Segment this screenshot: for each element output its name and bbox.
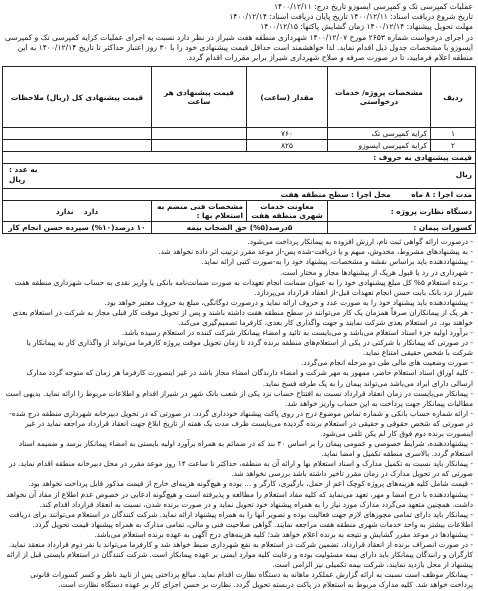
col-total: قیمت پیشنهادی کل (ریال) ملاحظات [3,67,152,128]
col-spec: مشخصات پروژه/ خدمات درخواستی [328,67,431,128]
location-value: سطح منطقه هفت [280,190,349,200]
header-line: مهلت تحویل پیشنهاد: ۱۴۰۰/۱۲/۱۴ زمان گشایش پاکتها: ۱۴۰۰/۱۲/۱۵ [260,22,473,32]
notice-header [2,2,476,63]
duration-value: ۸ [425,190,431,200]
table-header-row [3,67,476,128]
notice-body [2,234,476,590]
rial-short-label: ریال [455,170,472,180]
note-item: - پیمانکار باید دارای تمامی مجوزهای لازم جهت فعالیت بوده و تصویر آنها را به همراه پیشنهاد ارائه نماید. شرکت کنندگان در استعلام می‌توانند برای دریافت اطلاعات بیشتر به واحد خدمات شهری منطقه هفت مراجعه نمایند. گواهی صلاحیت فنی و مالی، تمامی مدارک به همراه پیشنهاد قیمت تحویل گردد. [8,509,473,529]
note-item: - پیشنهاددهنده باید براساس نقشه و مشخصات، پیشنهاد خود را به-صورت کتبی ارائه نماید. [201,257,473,267]
header-line: عملیات کمپرسی تک و کمپرسی ایسوزو تاریخ درج: ۱۴۰۰/۱۲/۱۱ [273,2,473,11]
note-item: - پیمانکار موظف است نسبت به ارائه گزارش عملکرد ماهانه به دستگاه نظارت اقدام نماید. مبالغ پرداختی پس از تایید ناظر و کسر کسورات قانونی پرداخت خواهد شد. کلیه مدارک مربوط به استعلام در پاکت دربسته تحویل گردد. نظارت بر حسن اجرای کار بر عهده دستگاه نظارت است. [30,570,473,590]
duration-row [3,189,476,201]
location-label: محل اجرا : [351,190,391,200]
row-total[interactable] [3,140,152,152]
row-spec: کرایه کمپرسی ایسوزو [328,140,431,152]
row-number: ۲ [431,140,476,152]
duration-label: مدت اجرا : [432,190,472,200]
row-total[interactable] [3,128,152,140]
supervisor-label: دستگاه نظارت پروژه : [328,201,476,222]
note-item: - به پیشنهادهای مشروط، مخدوش، مبهم و یا دریافت-شده پس-از موعد مقرر ترتیب اثر داده نخواهد شد. [158,247,473,257]
row-number: ۱ [431,128,476,140]
rial-label: ریال [9,175,26,185]
duration-unit: ماه [411,190,423,200]
fee-insurance: ۵درصد(۵%) حق الصحاب بیمه [152,222,328,234]
note-item: - هر یک از پیمانکاران صرفاً همزمان یک کار می‌توانند در سطح منطقه هفت داشته باشند و پس از تحویل موقت کار قبلی مجاز به شرکت در استعلام بعدی خواهند بود. در استعلام بعدی شرکت نمایند و جهت واگذاری کار بعدی، کارفرما تصمیم‌گیری می‌کند. [12,307,473,327]
note-item: - پیشنهاددهنده، شرایط خصوصی و عمومی پیمان را بر اساس ۴۰ بند که در ضمائم به همراه برآورد اولیه بایستی به امضاء پیمانکار برسد و ضمیمه اسناد استعلام گردد. بالاسری منطقه تکمیل و امضا نماید. [18,439,473,459]
header-intro: در اجرای درخواست شماره ۲۶۵۳ مورخ ۱۴۰۰/۱۲/۰۷ شهرداری منطقه هفت شیراز در نظر دارد نسبت به اجرای عملیات کرایه کمپرسی تک و کمپرسی ایسوزو با مشخصات جدول ذیل اقدام نماید. لذا خواهشمند است حداقل قیمت پیشنهادی خود را با ۳۰ روز اعتبار حداکثر تا تاریخ ۱۴۰۰/۱۲/۱۴ به این منطقه اعلام فرمایید، تا در صورت صرفه و صلاح شهرداری شیراز برابر مقررات اقدام گردد. [5,32,473,63]
note-item: - پیشنهاددهنده با درج امضا و مهر، تعهد می‌نماید که کلیه مفاد استعلام را مطالعه و پذیرفته است و هیچ‌گونه ادعایی در خصوص عدم اطلاع از مفاد آن نخواهد داشت. همچنین متعهد می‌گردد مدارک مورد نیاز را به همراه پیشنهاد خود تحویل نماید و در صورت برنده شدن، نسبت به انعقاد قرارداد اقدام کند. [6,489,473,509]
note-item: - برنده استعلام ۵% کل مبلغ پیشنهادی خود را به عنوان ضمانت انجام تعهدات به صورت ضمانت‌نامه بانکی یا واریز نقدی به حساب شهرداری منطقه هفت شیراز نزد بانک بابت حسن انجام تعهدات قبل-از انعقاد قرارداد می‌پردازد. [14,277,473,297]
in-words-row [3,152,476,164]
tech-value-yes: دارد [83,206,99,216]
tech-label: مشخصات فنی منضم به استعلام بها : [152,201,247,222]
supervisor-value: معاونت خدمات شهری منطقه هفت [247,201,328,222]
note-item: - کلیه اوراق اسناد استعلام حاضر، ممهور به مهر شرکت و امضاء دارندگان امضاء مجاز باشد در غیر اینصورت کارفرما هر زمان که متوجه گردد مدارک ارسالی دارای ایراد می‌باشد می‌تواند پیمان را به یک طرفه فسخ نماید. [26,368,473,388]
col-qty: مقدار (ساعت) [247,67,328,128]
note-item: - صورت وضعیت های مالی طی دو مرحله انجام می‌گردد. [301,358,473,368]
note-item: - پیمانکار می‌بایست در زمان انعقاد قرارداد نسبت به افتتاح حساب نزد یکی از شعب بانک شهر در شیراز اقدام و اطلاعات مربوط را ارائه نماید. بدیهی است مطالبات پیمانکار جهت پرداخت به این حساب واریز خواهد شد. [5,388,473,408]
note-item: - برآورد اولیه جزء اسناد استعلام می‌باشد و می‌بایست به تائید و امضاء پیمانکار شرکت کننده در استعلام رسیده باشد. [121,328,473,338]
supervisor-row [3,201,476,222]
row-unit-price[interactable] [152,128,247,140]
number-label: به عدد : [9,165,38,175]
note-item: - شهرداری در رد یا قبول هریک از پیشنهادها مجاز و مختار است. [280,267,473,277]
note-item: - پیمانکار باید نسبت به تکمیل مدارک و اسناد استعلام بها و ارائه آن به منطقه، حداکثر تا ساعت ۱۴ روز موعد مقرر در محل دبیرخانه منطقه اقدام نماید. در صورتی که در تحویل مدارک در زمان مقرر تاخیر داشته باشد بررسی نخواهد شد. [8,459,473,479]
table-row [3,128,476,140]
note-item: - پیشنهادها در موعد مقرر گشایش و نتیجه به برنده اعلام خواهد شد؛ کلیه هزینه‌های درج آگهی به عهده برنده استعلام می‌باشد. [94,529,473,539]
fee-label: کسورات پیمان : [328,222,476,234]
row-spec: کرایه کمپرسی تک [328,128,431,140]
note-item: - قیمت شامل کلیه هزینه‌های پروژه کوچک اعم از حمل، بارگیری، کارگر و ... بوده و هیچ‌گونه هزینه‌ای خارج از قیمت مذکور قابل پرداخت نخواهد بود. [28,479,473,489]
row-qty: ۸۲۵ [247,140,328,152]
note-item: - درصورت ارائه گواهی ثبت نام، ارزش افزوده به پیمانکار پرداخت می‌شود. [247,237,473,247]
note-item: - ارائه شماره حساب بانکی و شماره تماس موضوع درج در روی پاکت پیشنهاد خودداری گردد. در صورتی که در تحویل دبیرخانه شهرداری منطقه درج شده-در صورتی که شخص حقوقی و حقیقی در استعلام برنده گردیده می‌بایست ظرف مدت یک هفته از تاریخ ابلاغ جهت انعقاد قرارداد مراجعه نماید در غیر اینصورت برنده دوم فوق کار لم یکن تلقی می‌شود. [9,408,473,438]
tender-notice [2,2,476,590]
tech-value-no: ندارد [55,206,74,216]
note-item: - در صورتی که پیمانکار با شرکتی در یکی از استعلام‌های منطقه برنده گردد تا زمان تحویل موقت پروژه کارفرما می‌تواند از واگذاری کار به پیمانکار یا شرکت با شخص حقیقی امتناع نماید. [26,338,473,358]
row-qty: ۷۶۰ [247,128,328,140]
note-item: - پیشنهاددهنده باید پیشنهاد خود را به صورت عدد و حروف ارائه نماید و درصورت دوگانگی، مبلغ به حروف معتبر خواهد بود. [104,297,473,307]
price-table [2,66,476,234]
in-words-label: قیمت پیشنهادی به حروف : [373,153,472,163]
fees-row [3,222,476,234]
header-line: تاریخ شروع دریافت اسناد: ۱۴۰۰/۱۲/۱۱ تاریخ پایان دریافت اسناد: ۱۴۰۰/۱۲/۱۴ [229,12,473,22]
col-unit-price: قیمت پیشنهادی هر ساعت [152,67,247,128]
table-row [3,140,476,152]
fee-guarantee: ۱۰ درصد(۱۰%) سپرده حسن انجام کار [3,222,152,234]
row-unit-price[interactable] [152,140,247,152]
number-row [3,164,476,189]
col-row: ردیف [431,67,476,128]
note-item: - در صورت انصراف برنده از انعقاد قرارداد، تضمین شرکت در استعلام به نفع شهرداری ضبط خواهد شد و کارفرما می‌تواند با نفر دوم قرارداد منعقد نماید. کارگران و رانندگان پیمانکار باید دارای بیمه مسئولیت بوده و رعایت کلیه موارد ایمنی بر عهده پیمانکار است. شرکت کنندگان در استعلام بایستی قبل از ارائه پیشنهاد از محل بازدید نمایند، شرکت بیمه تکمیلی نیز الزامی است. [6,540,473,570]
